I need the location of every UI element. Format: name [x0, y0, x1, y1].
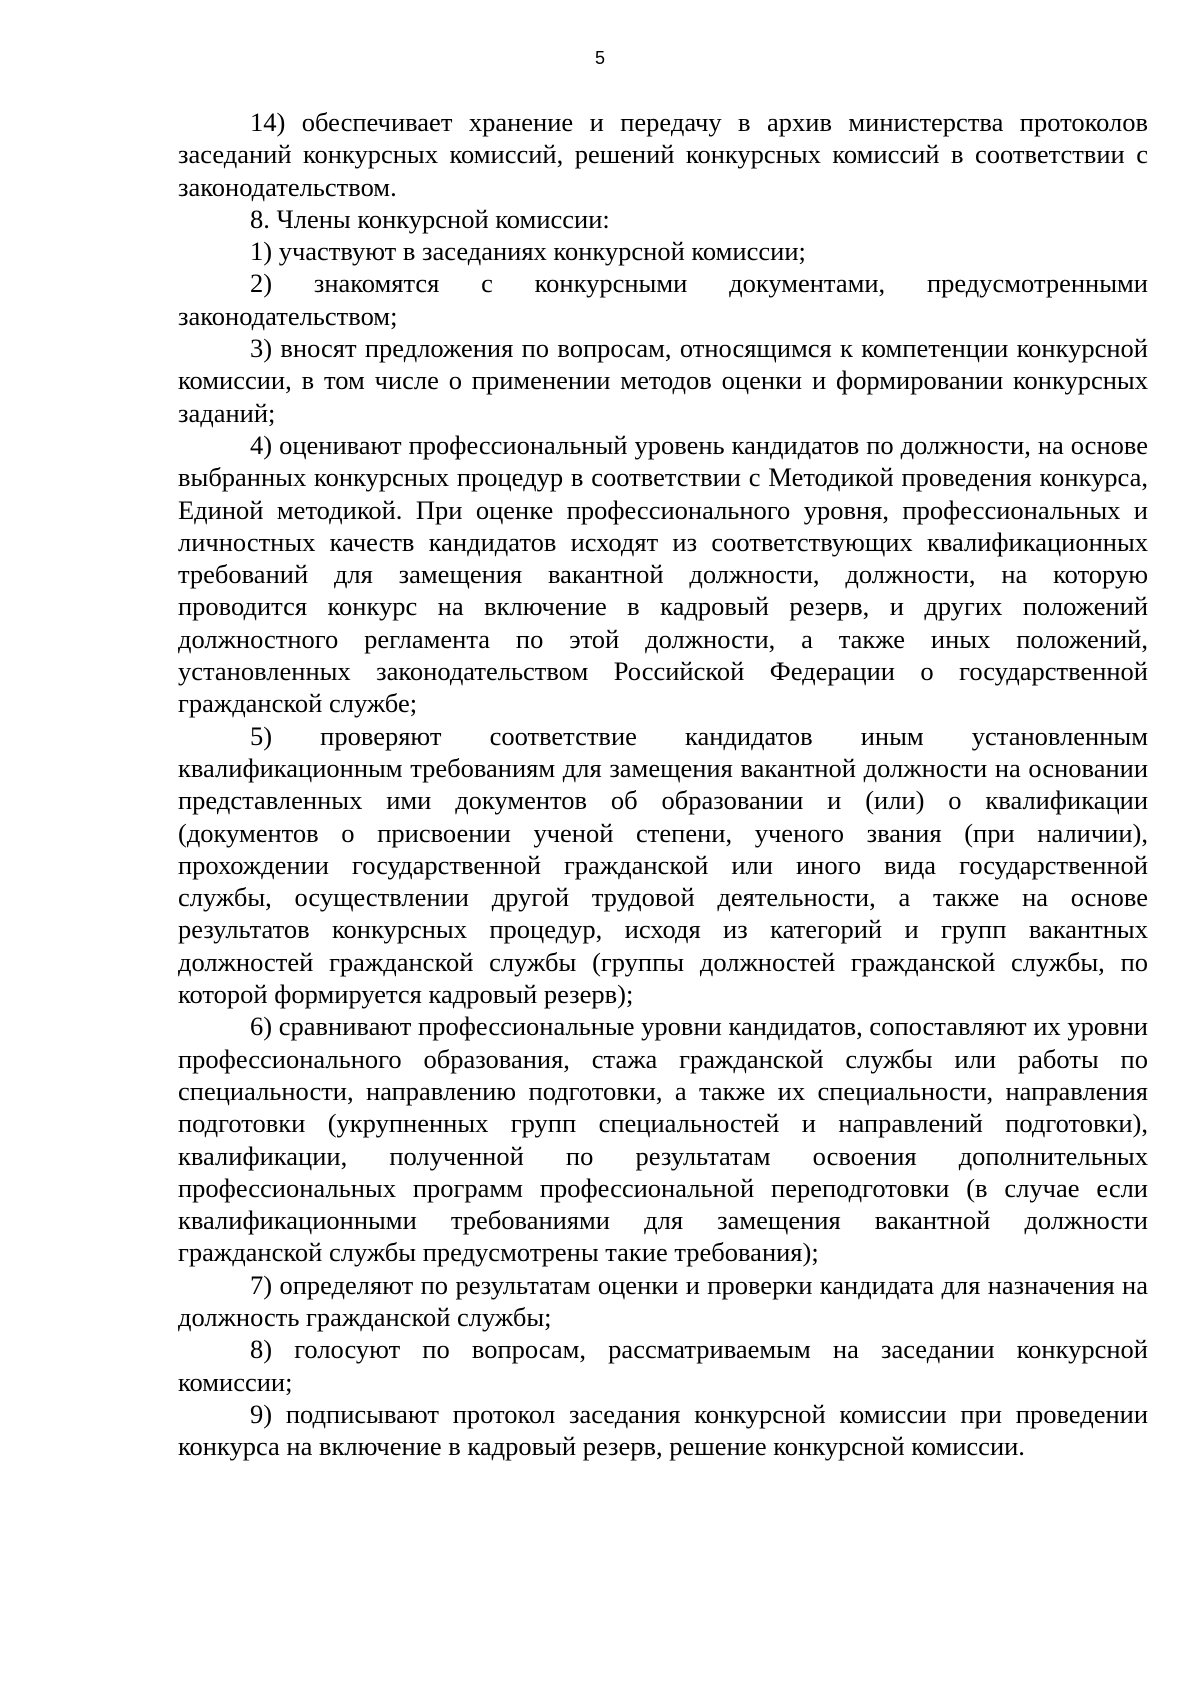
- paragraph-item-6: 6) сравнивают профессиональные уровни кандидатов, сопоставляют их уровни профессионального образования, стажа гражданской службы или работы по специальности, направлению подготовки, а также их специальности, направления подготовки (укрупненных групп специальностей и направлений подготовки), квалификации, полученной по результатам освоения дополнительных профессиональных программ профессиональной переподготовки (в случае если квалификационными требованиями для замещения вакантной должности гражданской службы предусмотрены такие требования);: [178, 1011, 1148, 1268]
- paragraph-item-1: 1) участвуют в заседаниях конкурсной комиссии;: [250, 236, 806, 267]
- paragraph-item-8: 8) голосуют по вопросам, рассматриваемым на заседании конкурсной комиссии;: [178, 1334, 1148, 1397]
- paragraph-item-7: 7) определяют по результатам оценки и проверки кандидата для назначения на должность гражданской службы;: [178, 1269, 1148, 1332]
- paragraph-section-8-heading: 8. Члены конкурсной комиссии:: [250, 203, 610, 234]
- document-body: [178, 106, 1148, 1462]
- paragraph-item-2: 2) знакомятся с конкурсными документами, предусмотренными законодательством;: [178, 268, 1148, 331]
- paragraph-item-14: 14) обеспечивает хранение и передачу в архив министерства протоколов заседаний конкурсных комиссий, решений конкурсных комиссий в соответствии с законодательством.: [178, 107, 1148, 202]
- paragraph-item-3: 3) вносят предложения по вопросам, относящимся к компетенции конкурсной комиссии, в том числе о применении методов оценки и формировании конкурсных заданий;: [178, 333, 1148, 428]
- page-number: 5: [594, 48, 605, 68]
- paragraph-item-4: 4) оценивают профессиональный уровень кандидатов по должности, на основе выбранных конкурсных процедур в соответствии с Методикой проведения конкурса, Единой методикой. При оценке профессионального уровня, профессиональных и личностных качеств кандидатов исходят из соответствующих квалификационных требований для замещения вакантной должности, должности, на которую проводится конкурс на включение в кадровый резерв, и других положений должностного регламента по этой должности, а также иных положений, установленных законодательством Российской Федерации о государственной гражданской службе;: [178, 429, 1148, 719]
- paragraph-item-9: 9) подписывают протокол заседания конкурсной комиссии при проведении конкурса на включение в кадровый резерв, решение конкурсной комиссии.: [178, 1398, 1148, 1462]
- paragraph-item-5: 5) проверяют соответствие кандидатов иным установленным квалификационным требованиям для замещения вакантной должности на основании представленных ими документов об образовании и (или) о квалификации (документов о присвоении ученой степени, ученого звания (при наличии), прохождении государственной гражданской или иного вида государственной службы, осуществлении другой трудовой деятельности, а также на основе результатов конкурсных процедур, исходя из категорий и групп вакантных должностей гражданской службы (группы должностей гражданской службы, по которой формируется кадровый резерв);: [178, 720, 1148, 1010]
